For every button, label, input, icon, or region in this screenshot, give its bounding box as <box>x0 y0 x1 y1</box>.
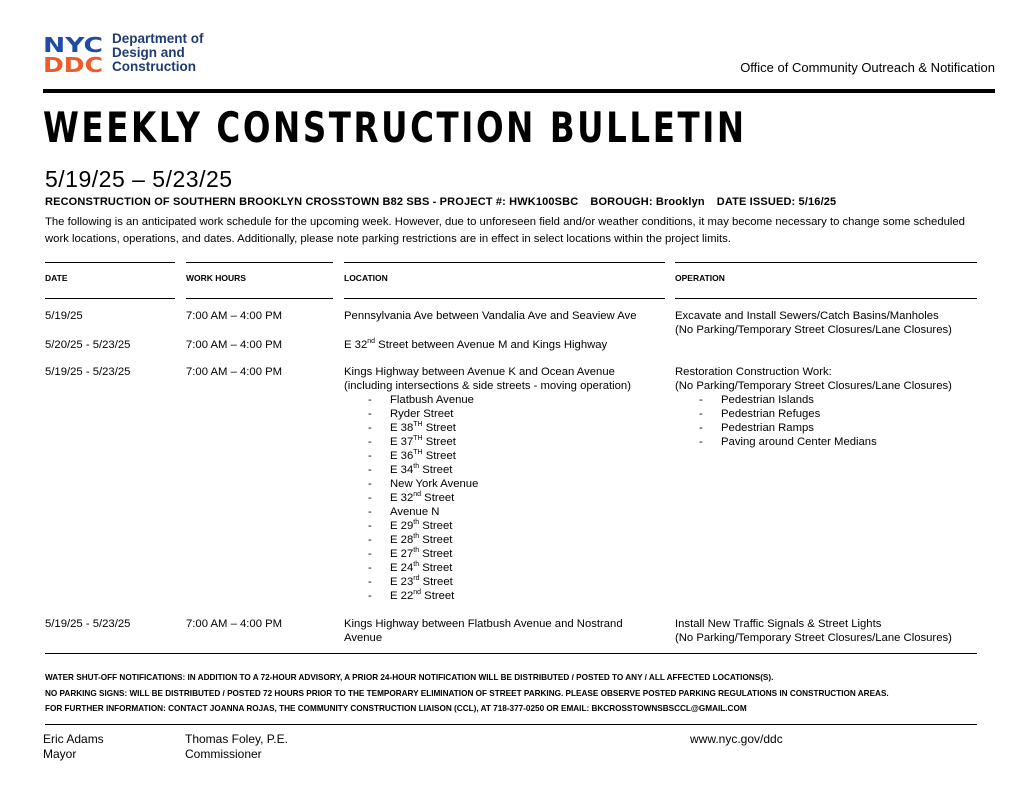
table-bottom-rule <box>45 653 977 654</box>
row3-hours: 7:00 AM – 4:00 PM <box>186 366 283 378</box>
rule <box>344 262 665 263</box>
street-list-item: - E 27th Street <box>368 547 453 560</box>
street-list-item: - E 28th Street <box>368 533 453 546</box>
date-range: 5/19/25 – 5/23/25 <box>45 166 233 192</box>
operation-list-item: - Paving around Center Medians <box>699 436 877 448</box>
logo-nyc-text: NYC <box>43 34 103 57</box>
office-name: Office of Community Outreach & Notification <box>740 60 995 75</box>
rule <box>45 262 175 263</box>
bulletin-title: WEEKLY CONSTRUCTION BULLETIN <box>43 103 747 152</box>
nyc-ddc-logo <box>43 34 103 74</box>
row1-hours: 7:00 AM – 4:00 PM <box>186 310 283 322</box>
rule <box>675 298 977 299</box>
rule <box>186 262 333 263</box>
row2-hours: 7:00 AM – 4:00 PM <box>186 339 283 351</box>
row2-location: E 32nd Street between Avenue M and Kings Highway <box>344 338 608 351</box>
row1-location: Pennsylvania Ave between Vandalia Ave and Seaview Ave <box>344 310 637 322</box>
header-date: DATE <box>45 273 68 283</box>
footer-rule <box>45 724 977 725</box>
note-water: WATER SHUT-OFF NOTIFICATIONS: IN ADDITION TO A 72-HOUR ADVISORY, A PRIOR 24-HOUR NOTIFICATION WILL BE DISTRIBUTED / POSTED TO ANY / ALL AFFECTED LOCATIONS(S). <box>45 673 774 682</box>
row2-date: 5/20/25 - 5/23/25 <box>45 339 131 351</box>
header-location: LOCATION <box>344 273 388 283</box>
header-rule <box>43 89 995 93</box>
street-list-item: - New York Avenue <box>368 478 479 490</box>
operation-list-item: - Pedestrian Islands <box>699 394 814 406</box>
street-list-item: - Ryder Street <box>368 408 454 420</box>
row4-operation: Install New Traffic Signals & Street Lights (No Parking/Temporary Street Closures/Lane Closures) <box>675 618 952 644</box>
note-contact: FOR FURTHER INFORMATION: CONTACT JOANNA ROJAS, THE COMMUNITY CONSTRUCTION LIAISON (CCL), AT 718-377-0250 OR EMAIL: BKCROSSTOWNSBSCCL@GMAIL.COM <box>45 704 747 713</box>
header-operation: OPERATION <box>675 273 725 283</box>
note-parking: NO PARKING SIGNS: WILL BE DISTRIBUTED / POSTED 72 HOURS PRIOR TO THE TEMPORARY ELIMINATION OF STREET PARKING. PLEASE OBSERVE POSTED PARKING REGULATIONS IN CONSTRUCTION AREAS. <box>45 688 889 698</box>
row4-location: Kings Highway between Flatbush Avenue and Nostrand Avenue <box>344 618 623 644</box>
row3-operation: Restoration Construction Work: (No Parking/Temporary Street Closures/Lane Closures) - Pedestrian Islands - Pedestrian Refuges - Pedestrian Ramps - Paving around Center Medians <box>675 366 952 448</box>
street-list-item: - E 36TH Street <box>368 449 456 462</box>
rule <box>45 298 175 299</box>
mayor-signature: Eric Adams Mayor <box>43 732 104 761</box>
street-list-item: - E 32nd Street <box>368 491 455 504</box>
street-list-item: - E 37TH Street <box>368 435 456 448</box>
row4-date: 5/19/25 - 5/23/25 <box>45 618 131 630</box>
operation-list-item: - Pedestrian Ramps <box>699 422 814 434</box>
street-list-item: - E 34th Street <box>368 463 453 476</box>
street-list-item: - Avenue N <box>368 506 440 518</box>
row3-date: 5/19/25 - 5/23/25 <box>45 366 131 378</box>
street-list-item: - Flatbush Avenue <box>368 394 474 406</box>
street-list-item: - E 22nd Street <box>368 589 455 602</box>
street-list-item: - E 23rd Street <box>368 575 453 588</box>
row1-date: 5/19/25 <box>45 310 83 322</box>
notes <box>45 670 889 717</box>
department-name: Department of Design and Construction <box>112 31 204 74</box>
header-work-hours: WORK HOURS <box>186 273 246 283</box>
rule <box>344 298 665 299</box>
street-list-item: - E 24th Street <box>368 561 453 574</box>
row3-location: Kings Highway between Avenue K and Ocean Avenue (including intersections & side streets - moving operation) - Flatbush Avenue - Ryder Street - E 38TH Street - E 37TH Street - E 36TH Street - E 34th Street - New York Avenue - E 32nd Street - Avenue N - E 29th Street - E 28th Street - E 27th Street - E 24th Street - E 23rd Street - E 22nd Street <box>344 366 631 602</box>
row4-hours: 7:00 AM – 4:00 PM <box>186 618 283 630</box>
rule <box>186 298 333 299</box>
intro-text: The following is an anticipated work schedule for the upcoming week. However, due to unforeseen field and/or weather conditions, it may become necessary to change some scheduled work locations, operations, and dates. Additionally, please note parking restrictions are in effect in select locations within the project limits. <box>45 216 965 245</box>
street-list-item: - E 29th Street <box>368 519 453 532</box>
operation-list-item: - Pedestrian Refuges <box>699 408 821 420</box>
street-list-item: - E 38TH Street <box>368 421 456 434</box>
rule <box>675 262 977 263</box>
logo-ddc-text: DDC <box>43 53 103 74</box>
project-line: RECONSTRUCTION OF SOUTHERN BROOKLYN CROSSTOWN B82 SBS - PROJECT #: HWK100SBC BOROUGH: Brooklyn DATE ISSUED: 5/16/25 <box>45 196 837 208</box>
website-link[interactable]: www.nyc.gov/ddc <box>690 732 783 746</box>
row1-operation: Excavate and Install Sewers/Catch Basins/Manholes (No Parking/Temporary Street Closures/Lane Closures) <box>675 310 952 336</box>
commissioner-signature: Thomas Foley, P.E. Commissioner <box>185 732 288 761</box>
